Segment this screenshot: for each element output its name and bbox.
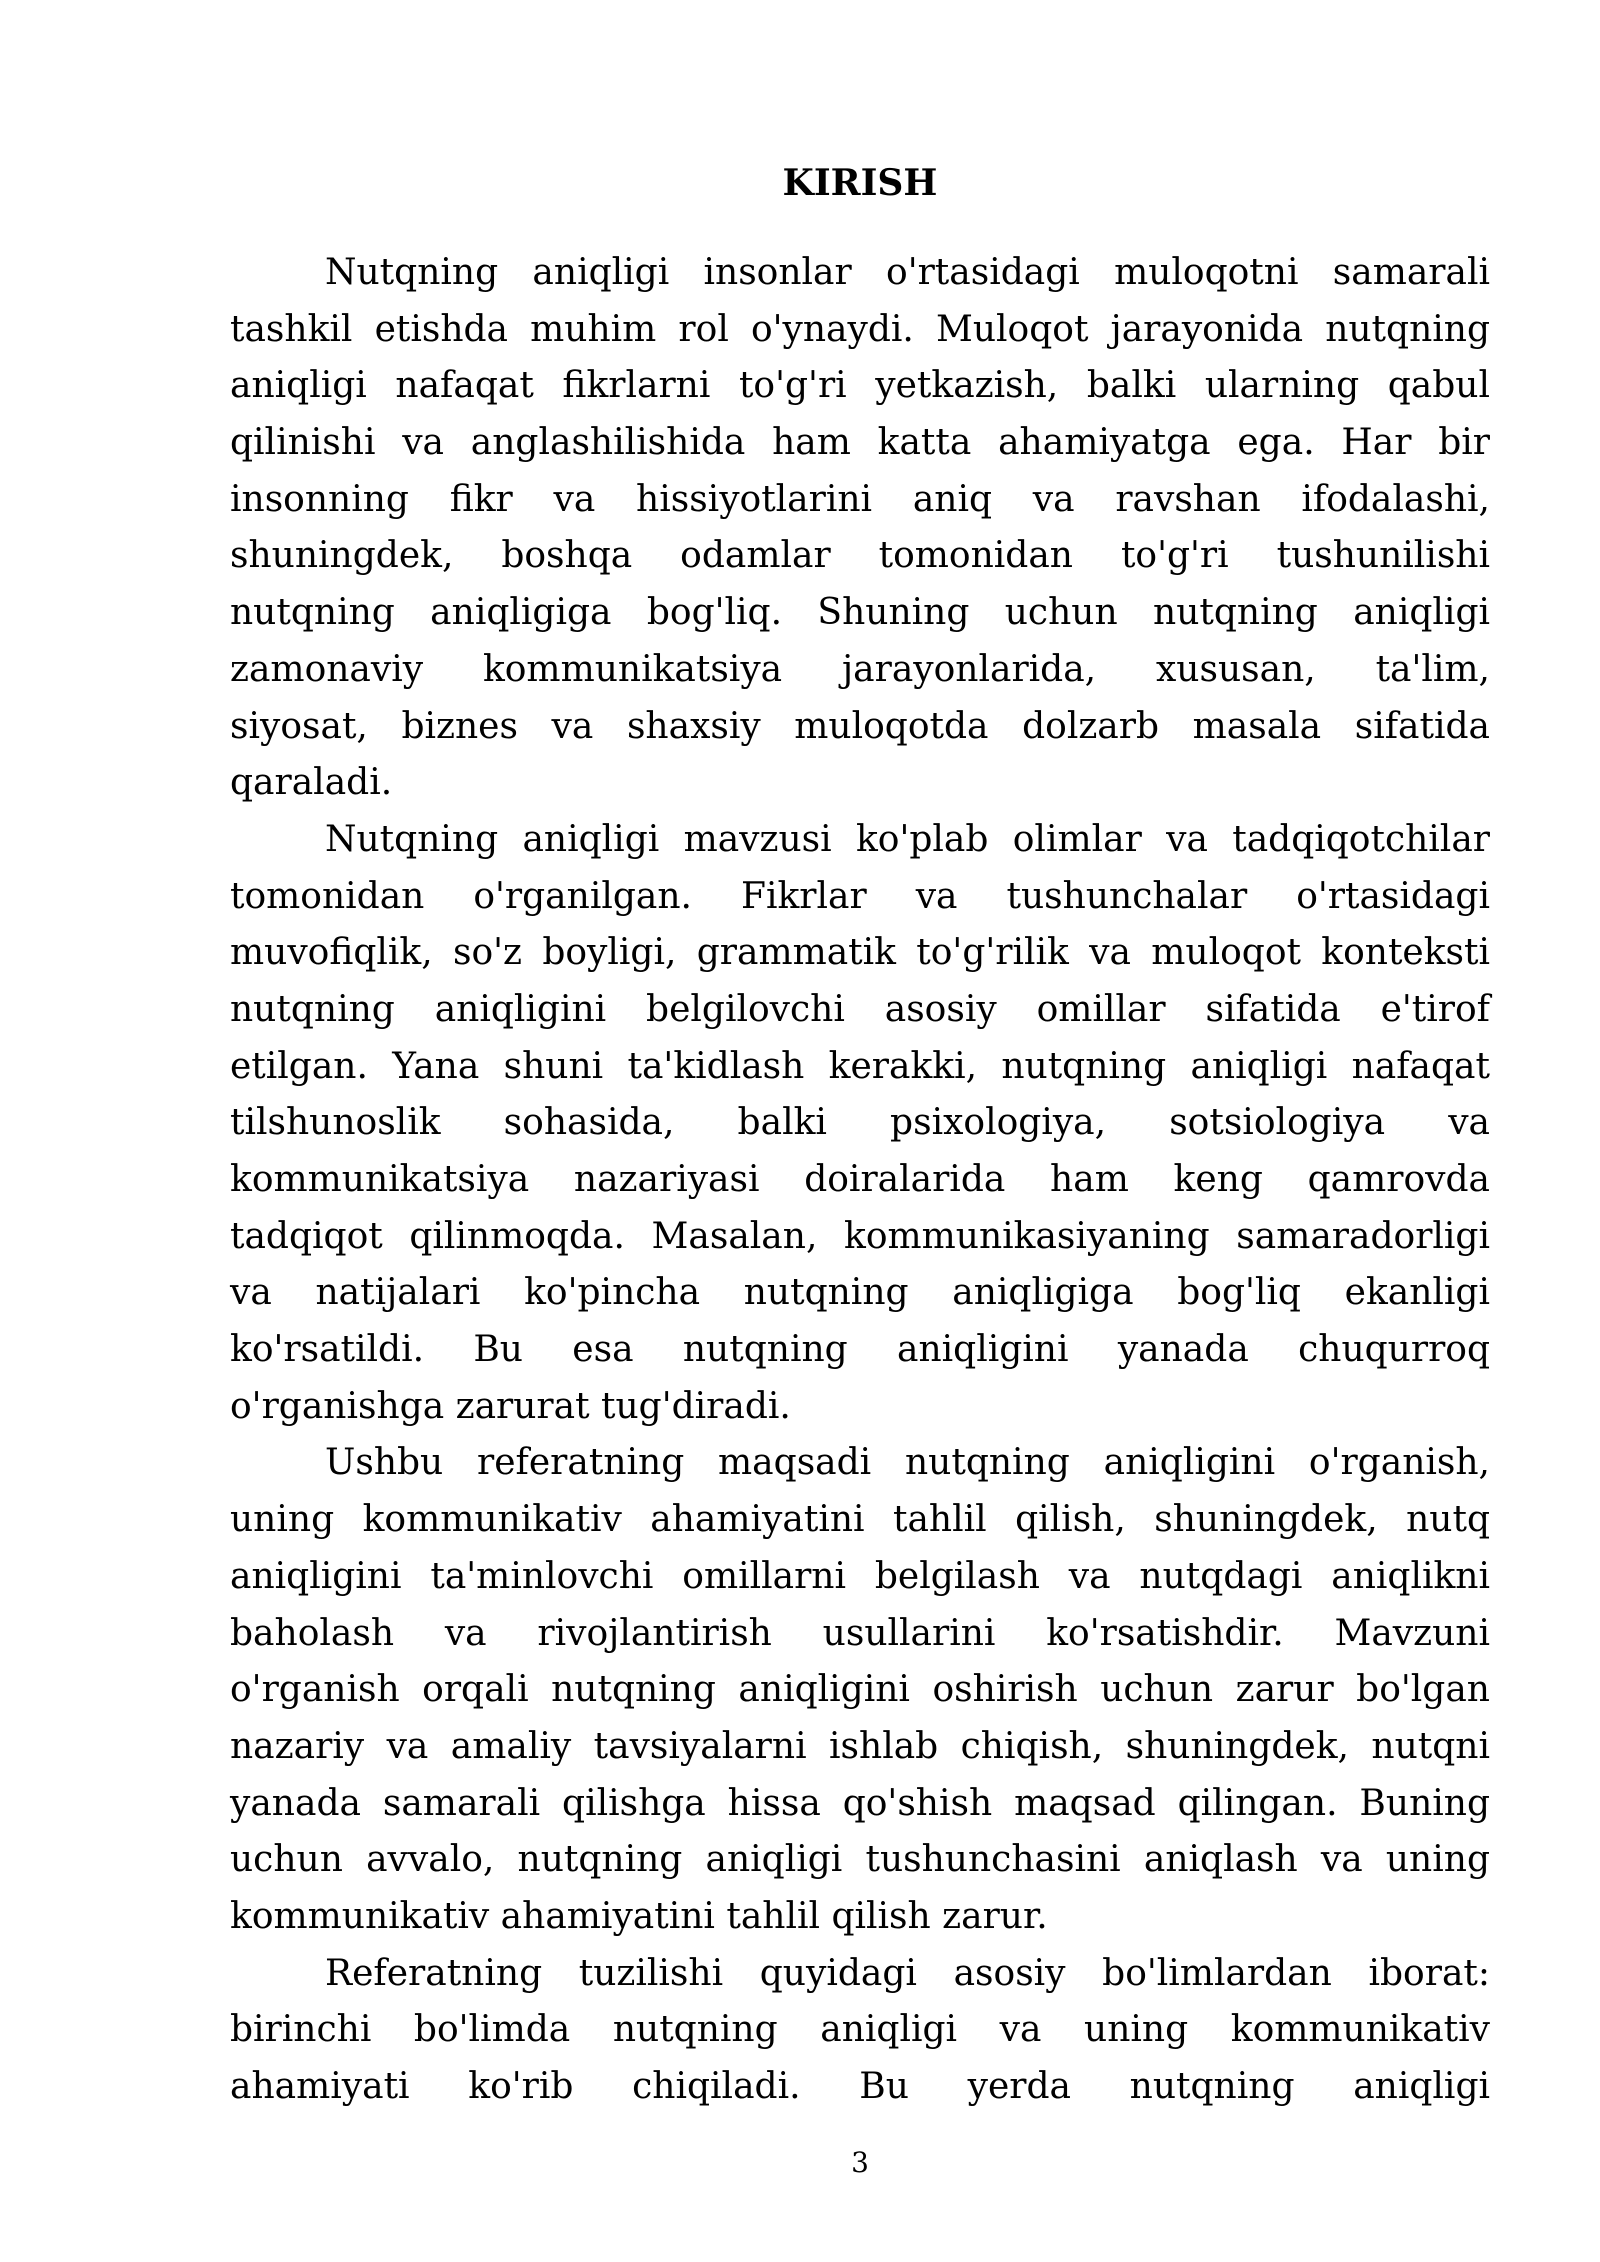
text-line: o'rganishga zarurat tug'diradi.	[230, 1385, 791, 1427]
text-line: kommunikativ ahamiyatini tahlil qilish zarur.	[230, 1895, 1048, 1937]
text-line: nutqning aniqligiga bog'liq. Shuning uchun nutqning aniqligi	[230, 592, 1490, 634]
paragraph	[230, 812, 1490, 1436]
text-line: siyosat, biznes va shaxsiy muloqotda dolzarb masala sifatida	[230, 705, 1490, 747]
text-line: Ushbu referatning maqsadi nutqning aniqligini o'rganish,	[325, 1442, 1490, 1484]
text-line: zamonaviy kommunikatsiya jarayonlarida, xususan, ta'lim,	[230, 648, 1490, 690]
text-line: uchun avvalo, nutqning aniqligi tushunchasini aniqlash va uning	[230, 1839, 1490, 1881]
text-line: muvofiqlik, so'z boyligi, grammatik to'g'rilik va muloqot konteksti	[230, 932, 1490, 974]
paragraph	[230, 1946, 1490, 2116]
text-line: nutqning aniqligini belgilovchi asosiy omillar sifatida e'tirof	[230, 988, 1490, 1030]
text-line: kommunikatsiya nazariyasi doiralarida ham keng qamrovda	[230, 1159, 1490, 1200]
text-line: va natijalari ko'pincha nutqning aniqligiga bog'liq ekanligi	[230, 1272, 1490, 1314]
text-line: aniqligini ta'minlovchi omillarni belgilash va nutqdagi aniqlikni	[230, 1555, 1490, 1597]
paragraph	[230, 1435, 1490, 1945]
text-line: ahamiyati ko'rib chiqiladi. Bu yerda nutqning aniqligi	[230, 2066, 1490, 2107]
paragraph	[230, 245, 1490, 812]
text-line: etilgan. Yana shuni ta'kidlash kerakki, nutqning aniqligi nafaqat	[230, 1045, 1490, 1087]
text-line: shuningdek, boshqa odamlar tomonidan to'g'ri tushunilishi	[230, 535, 1490, 577]
text-line: baholash va rivojlantirish usullarini ko'rsatishdir. Mavzuni	[230, 1612, 1490, 1654]
text-line: aniqligi nafaqat fikrlarni to'g'ri yetkazish, balki ularning qabul	[230, 365, 1490, 407]
text-line: yanada samarali qilishga hissa qo'shish maqsad qilingan. Buning	[230, 1782, 1490, 1824]
page-title: KIRISH	[782, 162, 938, 204]
text-line: tilshunoslik sohasida, balki psixologiya, sotsiologiya va	[230, 1102, 1490, 1144]
page-number: 3	[851, 2146, 869, 2179]
text-line: o'rganish orqali nutqning aniqligini oshirish uchun zarur bo'lgan	[230, 1669, 1490, 1711]
text-line: Nutqning aniqligi insonlar o'rtasidagi muloqotni samarali	[325, 252, 1490, 293]
text-line: qaraladi.	[230, 762, 393, 804]
text-line: birinchi bo'limda nutqning aniqligi va uning kommunikativ	[230, 2009, 1490, 2051]
text-line: tadqiqot qilinmoqda. Masalan, kommunikasiyaning samaradorligi	[230, 1215, 1490, 1257]
text-line: ko'rsatildi. Bu esa nutqning aniqligini yanada chuqurroq	[230, 1329, 1490, 1371]
text-line: Referatning tuzilishi quyidagi asosiy bo'limlardan iborat:	[325, 1952, 1490, 1994]
text-line: insonning fikr va hissiyotlarini aniq va ravshan ifodalashi,	[230, 478, 1490, 520]
text-line: qilinishi va anglashilishida ham katta ahamiyatga ega. Har bir	[230, 422, 1490, 464]
text-line: tomonidan o'rganilgan. Fikrlar va tushunchalar o'rtasidagi	[230, 875, 1490, 917]
text-line: Nutqning aniqligi mavzusi ko'plab olimlar va tadqiqotchilar	[325, 818, 1490, 860]
text-line: nazariy va amaliy tavsiyalarni ishlab chiqish, shuningdek, nutqni	[230, 1725, 1490, 1767]
text-line: tashkil etishda muhim rol o'ynaydi. Muloqot jarayonida nutqning	[230, 308, 1490, 350]
text-line: uning kommunikativ ahamiyatini tahlil qilish, shuningdek, nutq	[230, 1499, 1490, 1541]
document-body	[230, 245, 1490, 2116]
